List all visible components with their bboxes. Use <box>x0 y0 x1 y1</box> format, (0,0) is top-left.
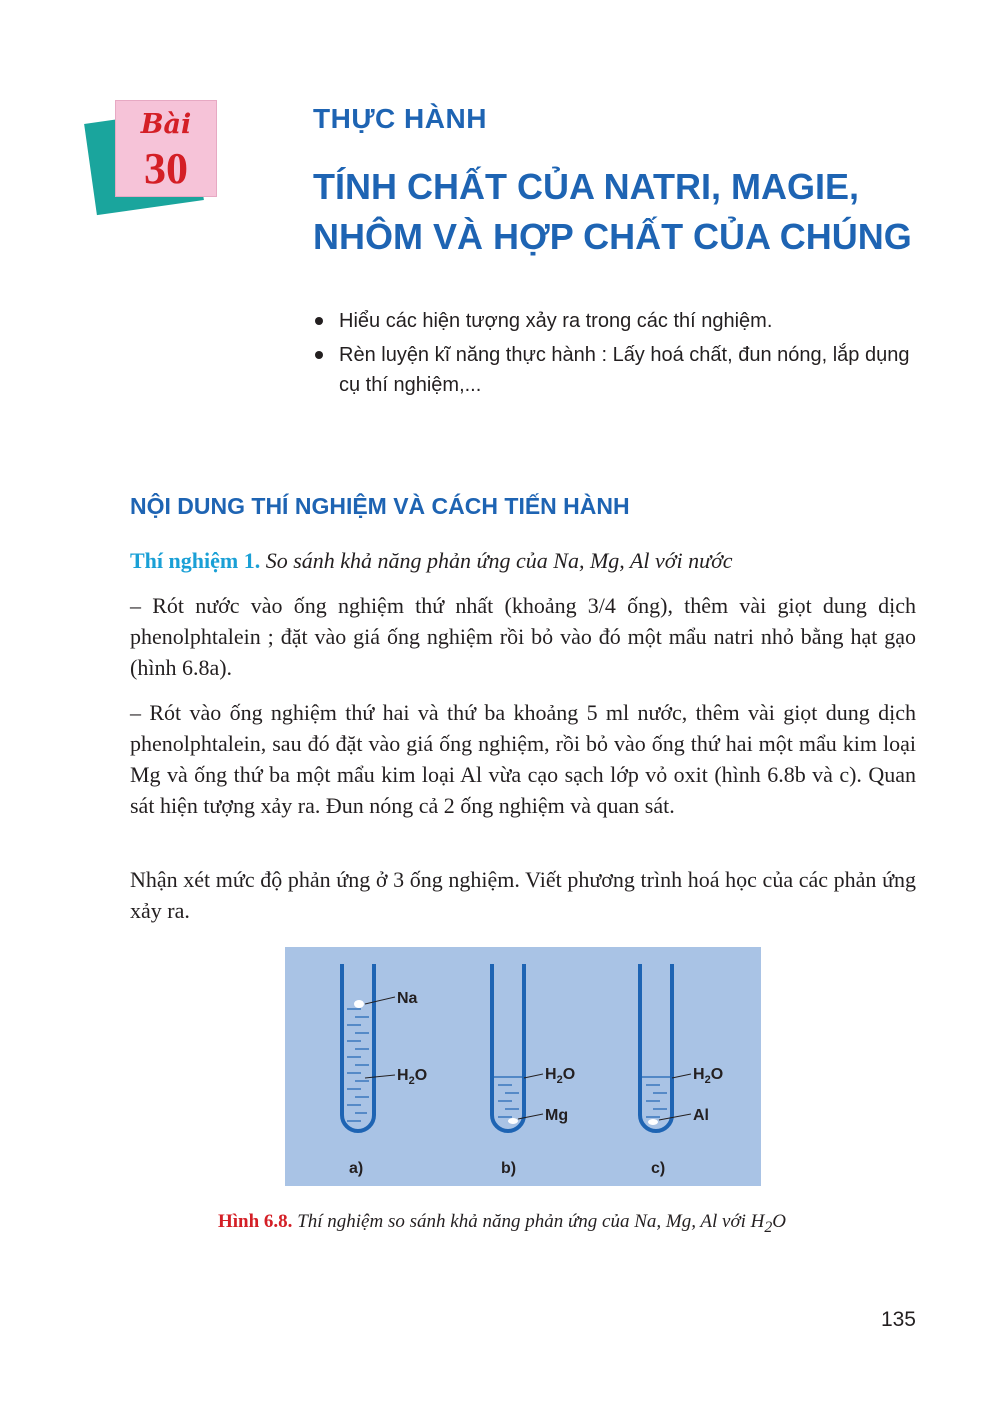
figure-caption-label: Hình 6.8. <box>217 1211 293 1232</box>
lesson-kicker: THỰC HÀNH <box>313 103 487 134</box>
tube-b-water-label: $H_2O$ <box>545 1066 576 1086</box>
experiment-title <box>130 545 916 576</box>
figure-caption-text: Thí nghiệm so sánh khả năng phản ứng của Na, Mg, Al với H <box>297 1211 765 1232</box>
lesson-title <box>313 162 953 262</box>
paragraph: Nhận xét mức độ phản ứng ở 3 ống nghiệm. Viết phương trình hoá học của các phản ứng xảy ra. <box>130 867 916 923</box>
lesson-badge <box>88 98 218 223</box>
objective-item: Rèn luyện kĩ năng thực hành : Lấy hoá chất, đun nóng, lắp dụng cụ thí nghiệm,... <box>313 340 913 400</box>
page-number: 135 <box>880 1308 916 1331</box>
objectives-list <box>313 306 913 404</box>
figure-caption <box>0 1211 1004 1237</box>
paragraph: – Rót nước vào ống nghiệm thứ nhất (khoảng 3/4 ống), thêm vài giọt dung dịch phenolphtalein ; đặt vào giá ống nghiệm rồi bỏ vào đó một mẩu natri nhỏ bằng hạt gạo (hình 6.8a). <box>130 593 916 680</box>
tube-b-metal-label: Mg <box>545 1107 569 1124</box>
objective-item: Hiểu các hiện tượng xảy ra trong các thí nghiệm. <box>313 306 913 336</box>
figure-caption-tail: O <box>772 1211 787 1232</box>
paragraph: – Rót vào ống nghiệm thứ hai và thứ ba khoảng 5 ml nước, thêm vài giọt dung dịch phenolphtalein, sau đó đặt vào giá ống nghiệm, rồi bỏ vào ống thứ hai một mẩu kim loại Mg và ống thứ ba một mẩu kim loại Al vừa cạo sạch lớp vỏ oxit (hình 6.8b và c). Quan sát hiện tượng xảy ra. Đun nóng cả 2 ống nghiệm và quan sát. <box>130 700 916 818</box>
tube-a-letter: a) <box>349 1160 364 1177</box>
tube-c <box>640 964 723 1177</box>
tube-a-metal-label: Na <box>397 990 418 1007</box>
lesson-number: 30 <box>144 144 188 193</box>
lesson-title-line1: TÍNH CHẤT CỦA NATRI, MAGIE, <box>313 166 859 207</box>
test-tube-figure <box>285 947 761 1186</box>
figure-caption-sub: 2 <box>764 1218 773 1236</box>
tube-a-water-label: $H_2O$ <box>397 1067 428 1087</box>
badge-word: Bài <box>140 109 192 140</box>
tube-a <box>342 964 427 1177</box>
badge-pink-card <box>115 100 217 197</box>
tube-b-letter: b) <box>501 1160 517 1177</box>
tube-c-metal-label: Al <box>693 1107 709 1124</box>
test-tube-diagram <box>285 947 761 1186</box>
experiment-label: Thí nghiệm 1. <box>130 548 261 573</box>
tube-c-water-label: $H_2O$ <box>693 1066 724 1086</box>
tube-c-letter: c) <box>651 1160 666 1177</box>
tube-b <box>492 964 575 1177</box>
lesson-title-line2: NHÔM VÀ HỢP CHẤT CỦA CHÚNG <box>313 216 912 257</box>
section-heading: NỘI DUNG THÍ NGHIỆM VÀ CÁCH TIẾN HÀNH <box>130 493 630 519</box>
experiment-description: So sánh khả năng phản ứng của Na, Mg, Al với nước <box>265 548 733 573</box>
